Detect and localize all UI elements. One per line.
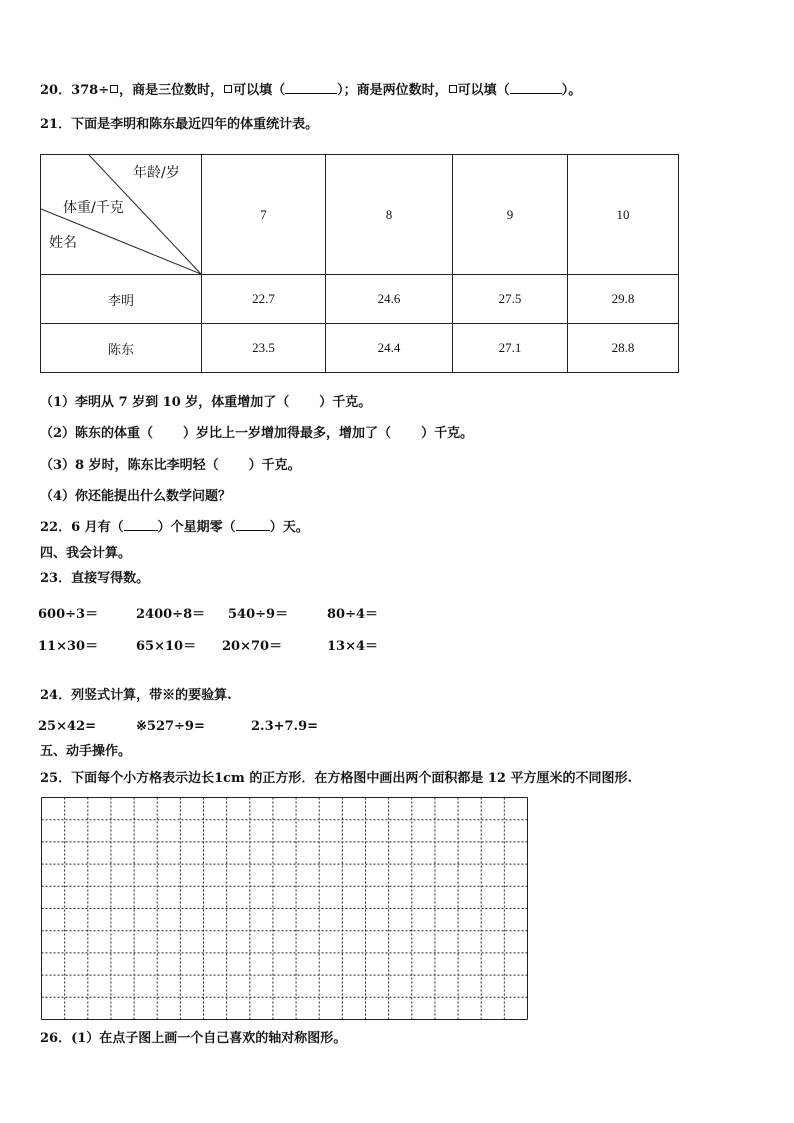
calc-item: 13×4＝ [327, 639, 379, 654]
question-21-part-4: （4）你还能提出什么数学问题？ [40, 489, 232, 504]
square-grid[interactable] [41, 797, 528, 1020]
header-name-label: 姓名 [49, 235, 77, 251]
box-placeholder-icon [110, 85, 118, 93]
box-placeholder-icon [449, 85, 457, 93]
value-cell: 24.6 [326, 275, 453, 324]
calc-item: 2400÷8＝ [136, 607, 206, 622]
answer-blank[interactable] [510, 93, 562, 94]
header-age-cell: 7 [202, 155, 326, 275]
value-cell: 22.7 [202, 275, 326, 324]
section-5-heading: 五、动手操作。 [40, 744, 132, 759]
calc-item: 11×30＝ [38, 639, 99, 654]
question-26-title: 26．(1）在点子图上画一个自己喜欢的轴对称图形。 [40, 1031, 347, 1046]
calc-item: 25×42= [38, 719, 96, 734]
table-row [41, 324, 679, 373]
header-weight-label: 体重/千克 [63, 200, 124, 216]
value-cell: 27.1 [453, 324, 568, 373]
question-24-title: 24．列竖式计算，带※的要验算. [40, 688, 232, 703]
question-21-part-2: （2）陈东的体重（ ）岁比上一岁增加得最多，增加了（ ）千克。 [40, 426, 474, 441]
question-21-part-1: （1）李明从 7 岁到 10 岁，体重增加了（ ）千克。 [40, 395, 372, 410]
weight-table [40, 154, 679, 373]
question-20: 20．378÷ ，商是三位数时， 可以填（ ）；商是两位数时， 可以填（ ）。 [40, 83, 582, 98]
calc-item: ※527÷9= [136, 719, 205, 734]
calc-item: 65×10＝ [136, 639, 197, 654]
answer-blank[interactable] [124, 530, 158, 531]
box-placeholder-icon [224, 85, 232, 93]
header-age-cell: 9 [453, 155, 568, 275]
question-25-title: 25．下面每个小方格表示边长1cm 的正方形．在方格图中画出两个面积都是 12 平方厘米的不同图形. [40, 771, 633, 786]
question-21-part-3: （3）8 岁时，陈东比李明轻（ ）千克。 [40, 458, 301, 473]
question-22: 22．6 月有（ ）个星期零（ ）天。 [40, 520, 309, 535]
header-age-label: 年龄/岁 [133, 165, 180, 181]
answer-blank[interactable] [285, 93, 337, 94]
row-name-cell: 李明 [41, 275, 202, 324]
calc-item: 80÷4＝ [327, 607, 379, 622]
calc-item: 540÷9＝ [228, 607, 289, 622]
question-23-title: 23．直接写得数。 [40, 571, 150, 586]
value-cell: 29.8 [568, 275, 679, 324]
value-cell: 27.5 [453, 275, 568, 324]
header-age-cell: 8 [326, 155, 453, 275]
value-cell: 28.8 [568, 324, 679, 373]
section-4-heading: 四、我会计算。 [40, 546, 132, 561]
header-age-cell: 10 [568, 155, 679, 275]
table-row [41, 275, 679, 324]
question-21-title: 21．下面是李明和陈东最近四年的体重统计表。 [40, 117, 319, 132]
row-name-cell: 陈东 [41, 324, 202, 373]
value-cell: 23.5 [202, 324, 326, 373]
calc-item: 20×70＝ [222, 639, 283, 654]
calc-item: 2.3+7.9= [251, 719, 319, 734]
table-corner-cell [41, 155, 202, 275]
answer-blank[interactable] [236, 530, 270, 531]
value-cell: 24.4 [326, 324, 453, 373]
calc-item: 600÷3＝ [38, 607, 99, 622]
